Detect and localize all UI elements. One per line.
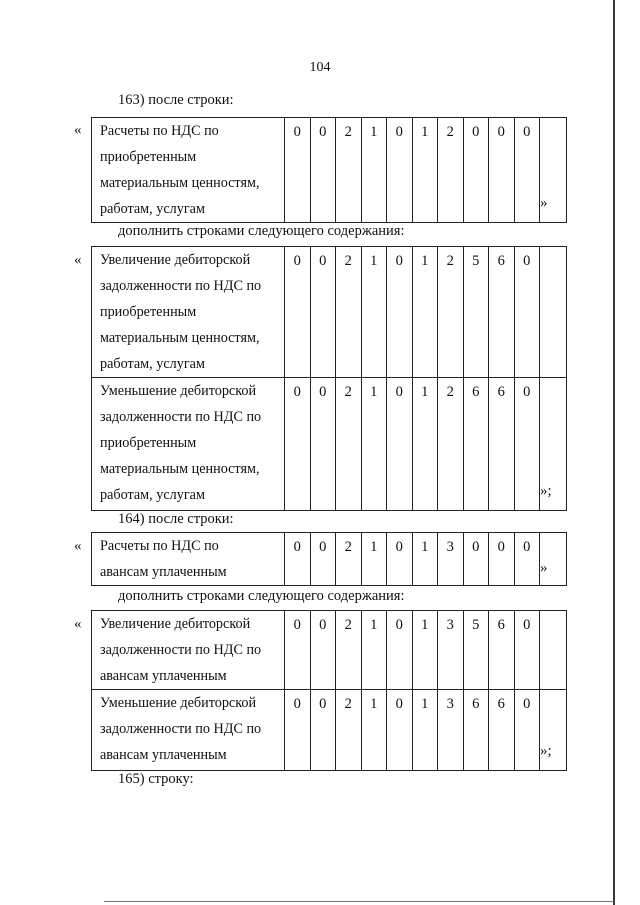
code-digit: 1 (412, 533, 438, 586)
section-164-intro: 164) после строки: (118, 511, 234, 527)
row-label: Расчеты по НДС по авансам уплаченным (92, 533, 285, 586)
code-digit: 2 (336, 533, 362, 586)
code-digit: 0 (387, 533, 413, 586)
code-digit: 6 (489, 247, 515, 378)
code-digit: 2 (336, 611, 362, 690)
row-label: Расчеты по НДС по приобретенным материальным ценностям, работам, услугам (92, 118, 285, 223)
section-163-connector: дополнить строками следующего содержания: (118, 223, 405, 239)
close-quote: » (540, 560, 548, 576)
page-number: 104 (309, 60, 331, 75)
close-quote: »; (540, 483, 552, 499)
code-digit: 0 (463, 118, 489, 223)
table-row (92, 378, 567, 511)
code-digit: 6 (489, 378, 515, 511)
row-label: Уменьшение дебиторской задолженности по НДС по приобретенным материальным ценностям, работам, услугам (92, 378, 285, 511)
code-digit: 3 (438, 533, 464, 586)
code-digit: 0 (285, 690, 311, 771)
code-digit: 1 (412, 247, 438, 378)
code-digit: 3 (438, 690, 464, 771)
table-164-new (91, 610, 567, 771)
code-digit: 0 (387, 378, 413, 511)
code-digit: 0 (514, 378, 540, 511)
open-quote: « (74, 538, 82, 554)
code-digit: 1 (412, 378, 438, 511)
code-digit: 6 (463, 378, 489, 511)
code-digit: 0 (310, 118, 336, 223)
table-row (92, 247, 567, 378)
table-row (92, 611, 567, 690)
scan-edge-bottom (104, 901, 614, 902)
code-digit: 6 (489, 690, 515, 771)
code-digit: 0 (310, 690, 336, 771)
code-digit: 2 (336, 690, 362, 771)
code-digit: 0 (310, 611, 336, 690)
code-digit: 0 (387, 611, 413, 690)
close-quote: »; (540, 743, 552, 759)
open-quote: « (74, 616, 82, 632)
table-164-old (91, 532, 567, 586)
code-digit: 0 (285, 533, 311, 586)
code-digit: 1 (361, 378, 387, 511)
code-digit: 5 (463, 611, 489, 690)
code-digit: 0 (387, 247, 413, 378)
code-digit: 0 (514, 533, 540, 586)
code-digit: 1 (412, 690, 438, 771)
section-164-connector: дополнить строками следующего содержания: (118, 588, 405, 604)
row-label: Увеличение дебиторской задолженности по НДС по приобретенным материальным ценностям, работам, услугам (92, 247, 285, 378)
table-163-new (91, 246, 567, 511)
code-digit: 2 (336, 378, 362, 511)
code-digit: 2 (438, 378, 464, 511)
code-digit: 0 (310, 378, 336, 511)
open-quote: « (74, 252, 82, 268)
code-digit: 1 (361, 118, 387, 223)
code-digit: 2 (438, 247, 464, 378)
section-163-intro: 163) после строки: (118, 92, 234, 108)
row-label: Увеличение дебиторской задолженности по НДС по авансам уплаченным (92, 611, 285, 690)
code-digit: 3 (438, 611, 464, 690)
table-row (92, 690, 567, 771)
code-digit: 6 (463, 690, 489, 771)
code-digit: 1 (412, 118, 438, 223)
scan-edge-right (613, 0, 615, 905)
code-digit: 6 (489, 611, 515, 690)
table-row (92, 118, 567, 223)
code-digit: 0 (285, 118, 311, 223)
section-165-intro: 165) строку: (118, 771, 194, 787)
code-digit: 0 (387, 118, 413, 223)
code-digit: 1 (361, 690, 387, 771)
code-digit: 5 (463, 247, 489, 378)
code-digit: 2 (336, 118, 362, 223)
table-row (92, 533, 567, 586)
table-163-old (91, 117, 567, 223)
code-digit: 1 (361, 247, 387, 378)
code-digit: 0 (310, 533, 336, 586)
code-digit: 0 (387, 690, 413, 771)
code-digit: 0 (285, 611, 311, 690)
open-quote: « (74, 122, 82, 138)
code-digit: 1 (412, 611, 438, 690)
code-digit: 0 (463, 533, 489, 586)
code-digit: 2 (438, 118, 464, 223)
code-digit: 0 (285, 247, 311, 378)
code-digit: 0 (514, 247, 540, 378)
code-digit: 0 (489, 533, 515, 586)
code-digit: 1 (361, 533, 387, 586)
code-digit: 0 (514, 690, 540, 771)
code-digit: 0 (514, 118, 540, 223)
code-digit: 0 (514, 611, 540, 690)
code-digit: 1 (361, 611, 387, 690)
row-label: Уменьшение дебиторской задолженности по НДС по авансам уплаченным (92, 690, 285, 771)
code-digit: 0 (489, 118, 515, 223)
close-quote: » (540, 195, 548, 211)
code-digit: 0 (285, 378, 311, 511)
code-digit: 0 (310, 247, 336, 378)
code-digit: 2 (336, 247, 362, 378)
